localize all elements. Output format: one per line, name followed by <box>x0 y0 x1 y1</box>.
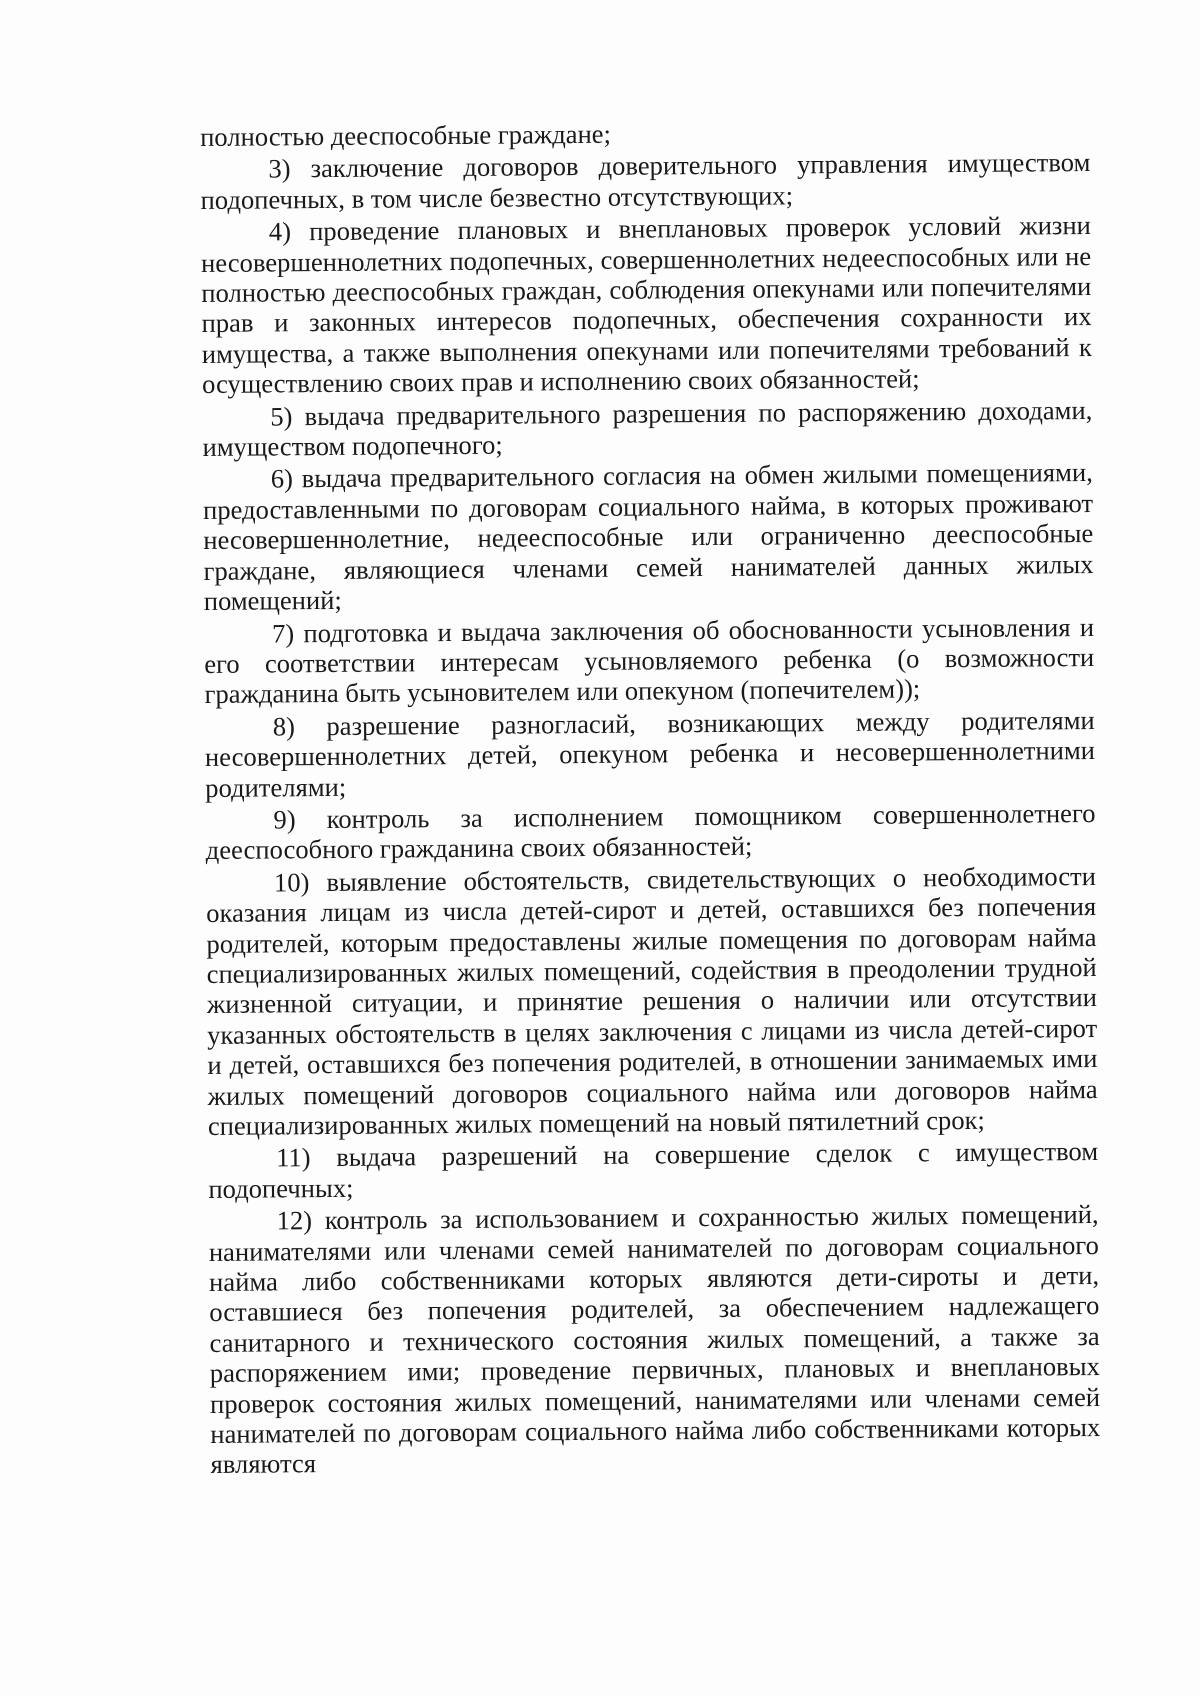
paragraph-item-10: 10) выявление обстоятельств, свидетельствующих о необходимости оказания лицам из числа детей-сирот и детей, оставшихся без попечения родителей, которым предоставлены жилые помещения по договорам найма специализированных жилых помещений, содействия в преодолении трудной жизненной ситуации, и принятие решения о наличии или отсутствии указанных обстоятельств в целях заключения с лицами из числа детей-сирот и детей, оставшихся без попечения родителей, в отношении занимаемых ими жилых помещений договоров социального найма или договоров найма специализированных жилых помещений на новый пятилетний срок; <box>206 860 1098 1141</box>
paragraph-item-8: 8) разрешение разногласий, возникающих между родителями несовершеннолетних детей, опекуном ребенка и несовершеннолетними родителями; <box>204 704 1096 803</box>
document-body <box>200 115 1101 1482</box>
paragraph-item-3: 3) заключение договоров доверительного управления имуществом подопечных, в том числе безвестно отсутствующих; <box>200 147 1091 215</box>
paragraph-item-6: 6) выдача предварительного согласия на обмен жилыми помещениями, предоставленными по договорам социального найма, в которых проживают несовершеннолетние, недееспособные или ограниченно дееспособные граждане, являющиеся членами семей нанимателей данных жилых помещений; <box>202 457 1094 617</box>
paragraph-item-5: 5) выдача предварительного разрешения по распоряжению доходами, имуществом подопечного; <box>202 394 1093 463</box>
paragraph-item-4: 4) проведение плановых и внеплановых проверок условий жизни несовершеннолетних подопечных, совершеннолетних недееспособных или не полностью дееспособных граждан, соблюдения опекунами или попечителями прав и законных интересов подопечных, обеспечения сохранности их имущества, а также выполнения опекунами или попечителями требований к осуществлению своих прав и исполнению своих обязанностей; <box>200 210 1092 400</box>
paragraph-continuation: полностью дееспособные граждане; <box>200 118 612 152</box>
paragraph-item-9: 9) контроль за исполнением помощником совершеннолетнего дееспособного гражданина своих обязанностей; <box>205 797 1096 866</box>
paragraph-item-12: 12) контроль за использованием и сохранностью жилых помещений, нанимателями или членами семей нанимателей по договорам социального найма либо собственниками которых являются дети-сироты и дети, оставшиеся без попечения родителей, за обеспечением надлежащего санитарного и технического состояния жилых помещений, а также за распоряжением ими; проведение первичных, плановых и внеплановых проверок состояния жилых помещений, нанимателями или членами семей нанимателей по договорам социального найма либо собственниками которых являются <box>208 1199 1101 1480</box>
paragraph-item-11: 11) выдача разрешений на совершение сделок с имуществом подопечных; <box>208 1136 1099 1204</box>
paragraph-item-7: 7) подготовка и выдача заключения об обоснованности усыновления и его соответствии интересам усыновляемого ребенка (о возможности гражданина быть усыновителем или опекуном (попечителем)); <box>204 611 1095 710</box>
